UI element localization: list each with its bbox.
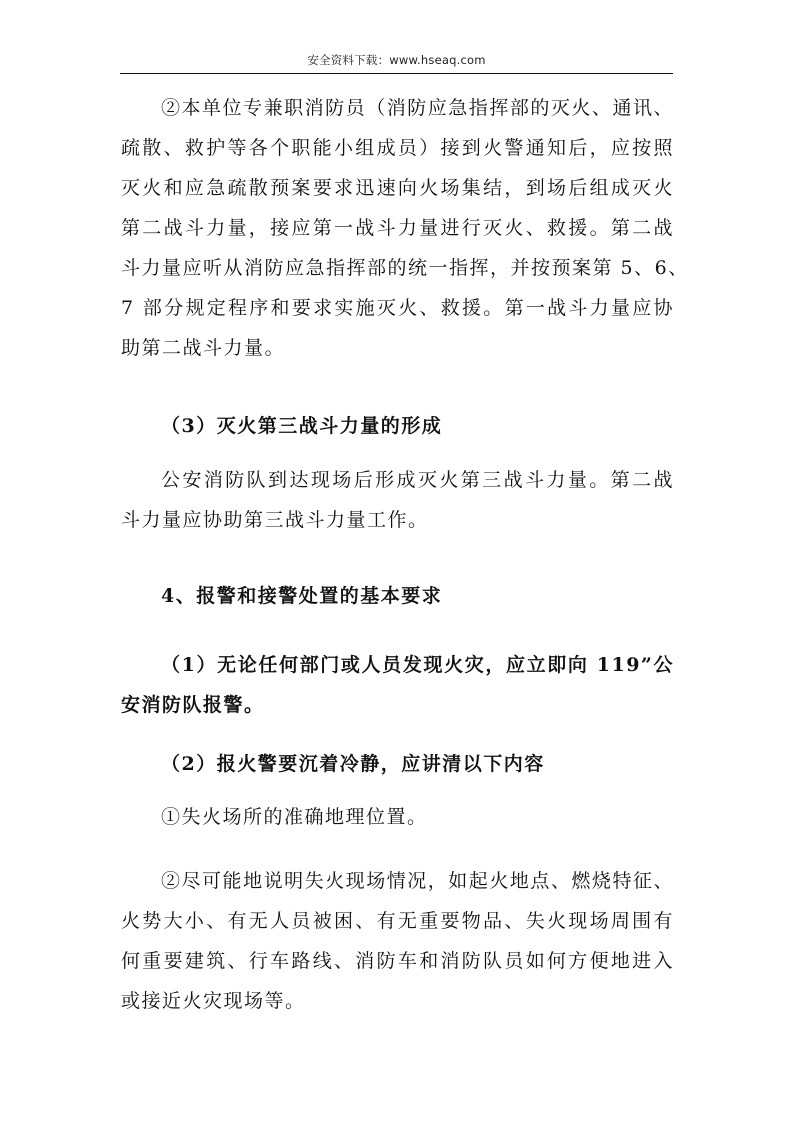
page-header: 安全资料下载：www.hseaq.com	[307, 53, 486, 67]
paragraph-line: ②尽可能地说明失火现场情况，如起火地点、燃烧特征、	[161, 870, 674, 892]
paragraph-line: 何重要建筑、行车路线、消防车和消防队员如何方便地进入	[121, 950, 674, 972]
section-heading-report-content	[121, 744, 674, 784]
paragraph-line: 疏散、救护等各个职能小组成员）接到火警通知后，应按照	[121, 137, 674, 159]
paragraph-line: 火势大小、有无人员被困、有无重要物品、失火现场周围有	[121, 910, 674, 932]
paragraph-line: 灭火和应急疏散预案要求迅速向火场集结，到场后组成灭火	[121, 177, 674, 199]
paragraph-police-fire-brigade	[121, 460, 674, 540]
paragraph-line: 第二战斗力量，接应第一战斗力量进行灭火、救援。第二战	[121, 217, 674, 239]
paragraph-line: 或接近火灾现场等。	[121, 990, 306, 1012]
paragraph-line: 公安消防队到达现场后形成灭火第三战斗力量。第二战	[161, 469, 674, 491]
paragraph-line: ①失火场所的准确地理位置。	[161, 806, 428, 828]
paragraph-line: 斗力量应听从消防应急指挥部的统一指挥，并按预案第 5、6、	[121, 257, 689, 279]
paragraph-line: （1）无论任何部门或人员发现火灾，应立即向 119”公	[161, 654, 674, 676]
paragraph-line: 安消防队报警。	[121, 694, 265, 716]
heading-text: （3）灭火第三战斗力量的形成	[161, 415, 443, 437]
section-heading-alarm-requirements	[121, 576, 674, 616]
paragraph-line: ②本单位专兼职消防员（消防应急指挥部的灭火、通讯、	[161, 97, 674, 119]
header-rule	[120, 73, 673, 74]
paragraph-line: 助第二战斗力量。	[121, 337, 286, 359]
paragraph-location	[121, 797, 674, 837]
heading-text: （2）报火警要沉着冷静，应讲清以下内容	[161, 753, 545, 775]
heading-text: 4、报警和接警处置的基本要求	[161, 585, 443, 607]
paragraph-fire-brigade-second-force	[121, 88, 689, 368]
paragraph-scene-description	[121, 861, 674, 1021]
paragraph-line: 7 部分规定程序和要求实施灭火、救援。第一战斗力量应协	[121, 297, 674, 319]
paragraph-report-fire	[121, 645, 674, 725]
paragraph-line: 斗力量应协助第三战斗力量工作。	[121, 509, 429, 531]
section-heading-third-force	[121, 406, 674, 446]
